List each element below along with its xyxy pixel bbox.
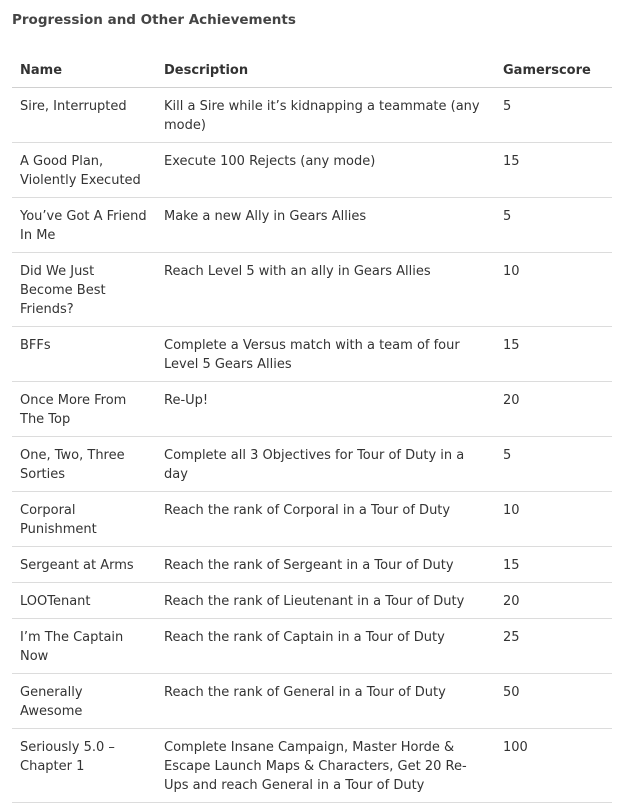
achievement-description: Reach the rank of Sergeant in a Tour of Duty (156, 547, 495, 583)
table-body (12, 88, 612, 803)
achievement-description: Complete a Versus match with a team of four Level 5 Gears Allies (156, 327, 495, 382)
achievement-name: I’m The Captain Now (12, 619, 156, 674)
achievement-gamerscore: 5 (495, 437, 612, 492)
achievement-gamerscore: 20 (495, 583, 612, 619)
achievement-name: One, Two, Three Sorties (12, 437, 156, 492)
achievement-gamerscore: 5 (495, 88, 612, 143)
achievement-gamerscore: 25 (495, 619, 612, 674)
achievement-name: Corporal Punishment (12, 492, 156, 547)
table-row (12, 547, 612, 583)
achievement-name: BFFs (12, 327, 156, 382)
table-row (12, 619, 612, 674)
achievement-description: Make a new Ally in Gears Allies (156, 198, 495, 253)
achievement-description: Kill a Sire while it’s kidnapping a teammate (any mode) (156, 88, 495, 143)
achievement-name: Sire, Interrupted (12, 88, 156, 143)
achievement-description: Complete all 3 Objectives for Tour of Duty in a day (156, 437, 495, 492)
achievement-name: Sergeant at Arms (12, 547, 156, 583)
achievement-name: Once More From The Top (12, 382, 156, 437)
achievement-gamerscore: 100 (495, 729, 612, 803)
achievement-gamerscore: 15 (495, 143, 612, 198)
achievement-gamerscore: 50 (495, 674, 612, 729)
achievement-name: Did We Just Become Best Friends? (12, 253, 156, 327)
achievement-description: Reach the rank of Corporal in a Tour of Duty (156, 492, 495, 547)
achievement-name: Seriously 5.0 – Chapter 1 (12, 729, 156, 803)
table-row (12, 729, 612, 803)
achievement-description: Reach Level 5 with an ally in Gears Allies (156, 253, 495, 327)
header-description: Description (156, 53, 495, 88)
achievement-gamerscore: 20 (495, 382, 612, 437)
table-header-row (12, 53, 612, 88)
achievement-name: Generally Awesome (12, 674, 156, 729)
achievement-description: Complete Insane Campaign, Master Horde & Escape Launch Maps & Characters, Get 20 Re-Ups and reach General in a Tour of Duty (156, 729, 495, 803)
achievement-description: Reach the rank of Captain in a Tour of Duty (156, 619, 495, 674)
table-row (12, 674, 612, 729)
table-row (12, 88, 612, 143)
header-name: Name (12, 53, 156, 88)
achievement-name: LOOTenant (12, 583, 156, 619)
achievement-name: A Good Plan, Violently Executed (12, 143, 156, 198)
table-row (12, 143, 612, 198)
achievement-gamerscore: 5 (495, 198, 612, 253)
achievement-gamerscore: 10 (495, 253, 612, 327)
achievement-name: You’ve Got A Friend In Me (12, 198, 156, 253)
table-row (12, 382, 612, 437)
table-row (12, 198, 612, 253)
achievement-gamerscore: 15 (495, 547, 612, 583)
achievement-description: Execute 100 Rejects (any mode) (156, 143, 495, 198)
table-row (12, 327, 612, 382)
achievement-description: Reach the rank of Lieutenant in a Tour of Duty (156, 583, 495, 619)
achievement-description: Re-Up! (156, 382, 495, 437)
achievement-description: Reach the rank of General in a Tour of Duty (156, 674, 495, 729)
table-row (12, 437, 612, 492)
table-row (12, 253, 612, 327)
header-gamerscore: Gamerscore (495, 53, 612, 88)
achievement-gamerscore: 15 (495, 327, 612, 382)
achievement-gamerscore: 10 (495, 492, 612, 547)
section-title: Progression and Other Achievements (12, 12, 296, 28)
achievements-table (12, 53, 612, 803)
table-row (12, 492, 612, 547)
table-row (12, 583, 612, 619)
